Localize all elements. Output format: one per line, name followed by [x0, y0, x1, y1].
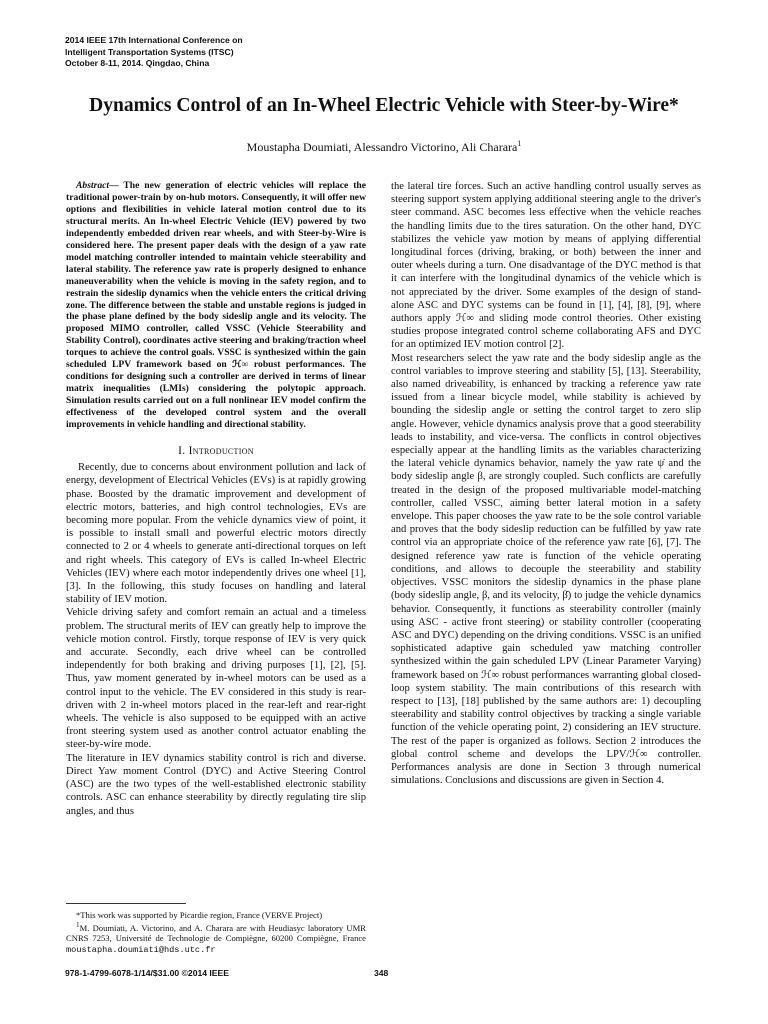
abstract [66, 180, 366, 431]
paragraph: Most researchers select the yaw rate and the body sideslip angle as the control variables to improve steering and stability [5], [13]. Steerability, also named driveability, is enhanced by tracking a reference yaw rate issued from a linear bicycle model, while stability is achieved by bounding the sideslip angle or setting the control target to zero slip angle. However, vehicle dynamics analysis prove that a good steerability leads to instability, and vice-versa. The conflicts in control objectives especially appear at the handling limits as the variables characterizing the lateral vehicle dynamics behavior, namely the yaw rate ψ̇ and the body sideslip angle β, are strongly coupled. Such conflicts are carefully treated in the design of the proposed multivariable model-matching controller, called VSSC, aiming better lateral motion in a safety envelope. This paper chooses the yaw rate to be the sole control variable and proves that the body sideslip reduction can be fulfilled by yaw rate control via an appropriate choice of the reference yaw rate [6], [7]. The designed reference yaw rate is function of the vehicle operating conditions, and allows to decouple the steerability and stability objectives. VSSC monitors the sideslip dynamics in the phase plane (body sideslip angle, β, and its velocity, β̇) to judge the vehicle dynamics behavior. Consequently, it functions as steerability controller (mainly using ASC - active front steering) or stability controller (cooperating ASC and DYC) depending on the driving conditions. VSSC is an unified sophisticated adaptive gain scheduled yaw matching controller synthesized within the gain scheduled LPV (Linear Parameter Varying) framework based on ℋ∞ robust performances warranting global closed-loop system stability. The main contributions of this research with respect to [13], [18] published by the same authors are: 1) decoupling steerability and stability control objectives by tracking a single variable function of the vehicle operating point, 2) considering an IEV structure. The rest of the paper is organized as follows. Section 2 introduces the global control scheme and develops the LPV/ℋ∞ controller. Performances analysis are done in Section 3 through numerical simulations. Conclusions and discussions are given in Section 4. [391, 352, 701, 787]
section-title: Introduction [188, 445, 254, 458]
paragraph: Recently, due to concerns about environment pollution and lack of energy, development of Electrical Vehicles (EVs) is at rapidly growing phase. Boosted by the dramatic improvement and development of electric motors, batteries, and high control technologies, EVs are becoming more popular. From the vehicle dynamics view of point, it is possible to install small and powerful electric motors directly connected to 2 or 4 wheels to generate anti-directional torques on left and right wheels. This category of EVs is called In-wheel Electric Vehicles (IEV) where each motor independently drives one wheel [1], [3]. In the following, this study focuses on handling and lateral stability of IEV motion. [66, 462, 366, 606]
footnote-rule [66, 903, 186, 904]
affiliation-footnote [66, 920, 366, 955]
paragraph: Vehicle driving safety and comfort remain an actual and a timeless problem. The structural merits of IEV can greatly help to improve the vehicle motion control. Firstly, torque response of IEV is very quick and accurate. Secondly, each drive wheel can be controlled independently for both braking and driving purposes [1], [2], [5]. Thus, yaw moment generated by in-wheel motors can be used as a control input to the vehicle. The EV considered in this study is rear-driven with 2 in-wheel motors placed in the rear-left and rear-right wheels. The vehicle is also supposed to be equipped with an active front steering system used as another control actuator enabling the steer-by-wire mode. [66, 607, 366, 751]
paper-title: Dynamics Control of an In-Wheel Electric Vehicle with Steer-by-Wire* [89, 95, 679, 116]
section-number: I. [178, 445, 186, 458]
page-number: 348 [374, 968, 389, 978]
conference-line-1: 2014 IEEE 17th International Conference on [65, 35, 243, 45]
conference-line-3: October 8-11, 2014. Qingdao, China [65, 58, 210, 68]
right-column [391, 180, 701, 787]
conference-line-2: Intelligent Transportation Systems (ITSC) [65, 46, 234, 57]
paragraph: the lateral tire forces. Such an active handling control usually serves as steering support system applying additional steering angle to the driver's steer command. ASC becomes less effective when the vehicle reaches the handling limits due to the tires saturation. On the other hand, DYC stabilizes the vehicle yaw motion by means of applying differential longitudinal forces (driving, braking, or both) between the inner and outer wheels during a turn. One disadvantage of the DYC method is that it can interfere with the longitudinal dynamics of the vehicle which is not appreciated by the driver. Some examples of the design of stand-alone ASC and DYC systems can be found in [1], [4], [8], [9], where authors apply ℋ∞ and sliding mode control theories. Other existing studies propose integrated control scheme collaborating AFS and DYC for an optimized IEV motion control [2]. [391, 181, 701, 351]
funding-footnote: *This work was supported by Picardie region, France (VERVE Project) [76, 910, 323, 920]
author-list [40, 136, 728, 155]
author-footnote-mark: 1 [517, 139, 522, 148]
author-email: moustapha.doumiati@hds.utc.fr [66, 944, 216, 955]
section-heading [66, 445, 366, 458]
affiliation-text: M. Doumiati, A. Victorino, and A. Charara are with Heudiasyc laboratory UMR CNRS 7253, Université de Technologie de Compiègne, 60200 Compiègne, France [66, 923, 366, 944]
conference-header [65, 35, 385, 70]
author-names: Moustapha Doumiati, Alessandro Victorino, Ali Charara [246, 140, 518, 154]
left-column [66, 180, 366, 818]
paragraph: The literature in IEV dynamics stability control is rich and diverse. Direct Yaw moment Control (DYC) and Active Steering Control (ASC) are the two types of the well-established electronic stability controls. ASC can enhance steerability by directly regulating tire slip angles, and thus [66, 752, 366, 817]
abstract-label: Abstract [76, 180, 110, 191]
isbn-copyright: 978-1-4799-6078-1/14/$31.00 ©2014 IEEE [65, 968, 230, 978]
affiliation-mark: 1 [76, 921, 80, 930]
footnotes [66, 903, 366, 955]
abstract-text: — The new generation of electric vehicles will replace the traditional power-train by on-hub motors. Consequently, it will offer new options and flexibilities in vehicle lateral motion control due to its structural merits. An In-wheel Electric Vehicle (IEV) powered by two independently embedded driven rear wheels, and with Steer-by-Wire is considered here. The present paper deals with the design of a yaw rate model matching controller intended to maintain vehicle steerability and lateral stability. The reference yaw rate is properly designed to enhance maneuverability when the vehicle is moving in the safety region, and to restrain the sideslip dynamics when the vehicle enters the critical driving zone. The difference between the stable and unstable regions is judged in the phase plane defined by the body sideslip angle and its velocity. The proposed MIMO controller, called VSSC (Vehicle Steerability and Stability Control), coordinates active steering and braking/traction wheel torques to achieve the control goals. VSSC is synthesized within the gain scheduled LPV framework based on ℋ∞ robust performances. The conditions for designing such a controller are derived in terms of linear matrix inequalities (LMIs) considering the polytopic approach. Simulation results carried out on a full nonlinear IEV model confirm the effectiveness of the developed control system and the overall improvements in vehicle handling and directional stability. [66, 180, 366, 431]
